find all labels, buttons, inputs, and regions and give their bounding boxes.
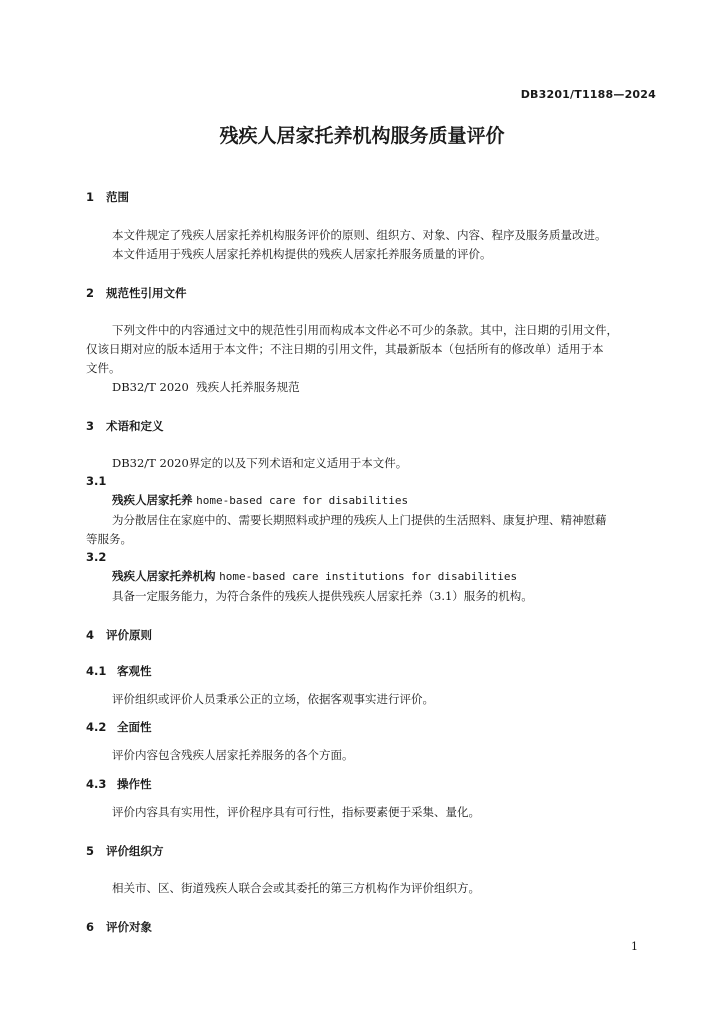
clause-number: 4.3 bbox=[86, 777, 107, 791]
definition-line: 为分散居住在家庭中的、需要长期照料或护理的残疾人上门提供的生活照料、康复护理、精神慰藉 bbox=[112, 513, 607, 527]
term-number: 3.1 bbox=[86, 474, 107, 488]
section-number: 2 bbox=[86, 286, 95, 300]
paragraph: 本文件规定了残疾人居家托养机构服务评价的原则、组织方、对象、内容、程序及服务质量改进。 bbox=[112, 228, 607, 242]
section-6-heading bbox=[86, 919, 152, 935]
clause-4-2-heading bbox=[86, 719, 152, 735]
term-number: 3.2 bbox=[86, 550, 107, 564]
section-title: 评价原则 bbox=[106, 628, 152, 642]
definition-line: 等服务。 bbox=[86, 532, 132, 546]
section-title: 术语和定义 bbox=[106, 419, 164, 433]
clause-title: 客观性 bbox=[117, 664, 152, 678]
section-2-heading bbox=[86, 285, 187, 301]
term-entry bbox=[112, 492, 408, 508]
definition-line: 具备一定服务能力，为符合条件的残疾人提供残疾人居家托养（3.1）服务的机构。 bbox=[112, 589, 533, 603]
paragraph: DB32/T 2020界定的以及下列术语和定义适用于本文件。 bbox=[112, 456, 408, 470]
paragraph: 本文件适用于残疾人居家托养机构提供的残疾人居家托养服务质量的评价。 bbox=[112, 247, 492, 261]
clause-number: 4.2 bbox=[86, 720, 107, 734]
clause-title: 全面性 bbox=[117, 720, 152, 734]
normative-reference: DB32/T 2020 残疾人托养服务规范 bbox=[112, 380, 300, 394]
standard-number: DB3201/T1188—2024 bbox=[520, 88, 656, 101]
paragraph: 评价内容具有实用性，评价程序具有可行性，指标要素便于采集、量化。 bbox=[112, 805, 480, 819]
paragraph: 评价组织或评价人员秉承公正的立场，依据客观事实进行评价。 bbox=[112, 692, 434, 706]
term-cn: 残疾人居家托养机构 bbox=[112, 569, 216, 583]
clause-number: 4.1 bbox=[86, 664, 107, 678]
section-number: 4 bbox=[86, 628, 95, 642]
page-number: 1 bbox=[631, 940, 638, 953]
section-title: 评价对象 bbox=[106, 920, 152, 934]
section-title: 评价组织方 bbox=[106, 844, 164, 858]
section-3-heading bbox=[86, 418, 164, 434]
term-cn: 残疾人居家托养 bbox=[112, 493, 193, 507]
section-title: 规范性引用文件 bbox=[106, 286, 187, 300]
paragraph-line: 下列文件中的内容通过文中的规范性引用而构成本文件必不可少的条款。其中，注日期的引用文件， bbox=[112, 323, 618, 337]
section-number: 3 bbox=[86, 419, 95, 433]
paragraph: 相关市、区、街道残疾人联合会或其委托的第三方机构作为评价组织方。 bbox=[112, 881, 480, 895]
term-entry bbox=[112, 568, 517, 584]
section-1-heading bbox=[86, 189, 129, 205]
term-en: home-based care for disabilities bbox=[196, 494, 409, 507]
paragraph-line: 文件。 bbox=[86, 361, 121, 375]
clause-4-3-heading bbox=[86, 776, 152, 792]
section-4-heading bbox=[86, 627, 152, 643]
paragraph: 评价内容包含残疾人居家托养服务的各个方面。 bbox=[112, 748, 354, 762]
section-number: 6 bbox=[86, 920, 95, 934]
clause-4-1-heading bbox=[86, 663, 152, 679]
document-title: 残疾人居家托养机构服务质量评价 bbox=[219, 125, 505, 147]
section-title: 范围 bbox=[106, 190, 129, 204]
section-5-heading bbox=[86, 843, 164, 859]
section-number: 5 bbox=[86, 844, 95, 858]
clause-title: 操作性 bbox=[117, 777, 152, 791]
paragraph-line: 仅该日期对应的版本适用于本文件；不注日期的引用文件，其最新版本（包括所有的修改单）适用于本 bbox=[86, 342, 604, 356]
section-number: 1 bbox=[86, 190, 95, 204]
term-en: home-based care institutions for disabilities bbox=[219, 570, 518, 583]
